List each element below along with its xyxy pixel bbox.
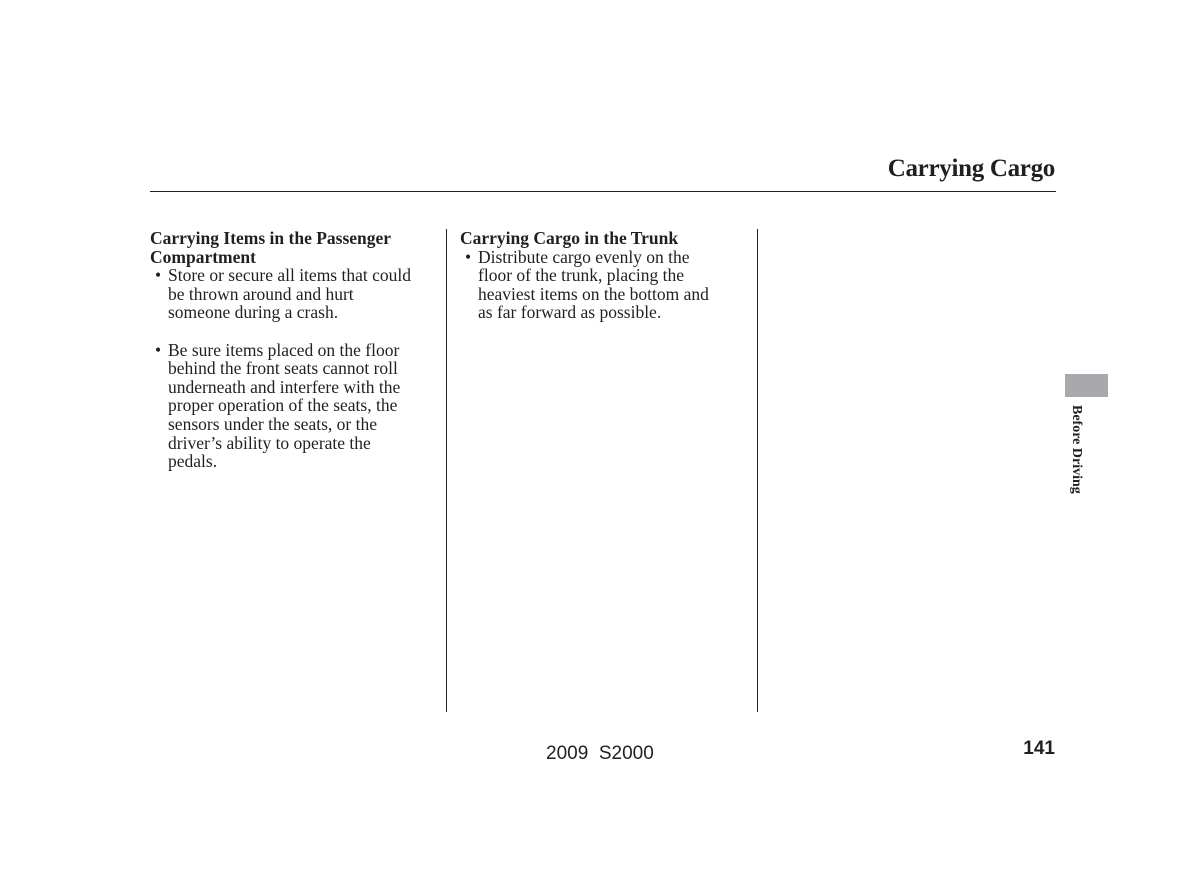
page-title: Carrying Cargo — [887, 155, 1055, 182]
column-trunk — [460, 229, 752, 322]
footer-model: 2009 S2000 — [546, 743, 654, 764]
bullet-line: Store or secure all items that could — [168, 265, 411, 286]
bullet-line: someone during a crash. — [168, 302, 339, 323]
section-heading-passenger-compartment — [150, 229, 442, 266]
heading-line: Compartment — [150, 246, 256, 267]
bullet-marker: • — [155, 339, 162, 360]
bullet-line: Be sure items placed on the floor — [168, 339, 400, 360]
bullet-line: behind the front seats cannot roll — [168, 358, 398, 379]
bullet-line: pedals. — [168, 451, 218, 472]
bullet-line: sensors under the seats, or the — [168, 413, 377, 434]
bullet-line: heaviest items on the bottom and — [478, 283, 709, 304]
bullet-list — [460, 248, 752, 322]
section-heading-trunk — [460, 229, 752, 248]
heading-line: Carrying Items in the Passenger — [150, 228, 392, 248]
bullet-line: Distribute cargo evenly on the — [478, 246, 690, 267]
list-item — [150, 266, 442, 322]
title-rule — [150, 191, 1056, 192]
heading-line: Carrying Cargo in the Trunk — [460, 228, 679, 248]
bullet-marker: • — [465, 246, 472, 267]
list-item — [460, 248, 752, 322]
bullet-line: underneath and interfere with the — [168, 376, 401, 397]
page-number: 141 — [1023, 738, 1055, 759]
bullet-line: proper operation of the seats, the — [168, 395, 398, 416]
column-divider-2 — [757, 229, 758, 712]
column-passenger-compartment — [150, 229, 442, 471]
section-label: Before Driving — [1069, 405, 1084, 494]
bullet-marker: • — [155, 265, 162, 286]
bullet-line: as far forward as possible. — [478, 302, 662, 323]
bullet-line: floor of the trunk, placing the — [478, 265, 685, 286]
column-divider-1 — [446, 229, 447, 712]
list-item — [150, 341, 442, 471]
bullet-line: driver’s ability to operate the — [168, 432, 371, 453]
bullet-list — [150, 266, 442, 471]
bullet-line: be thrown around and hurt — [168, 283, 354, 304]
section-thumb-tab — [1065, 374, 1108, 397]
